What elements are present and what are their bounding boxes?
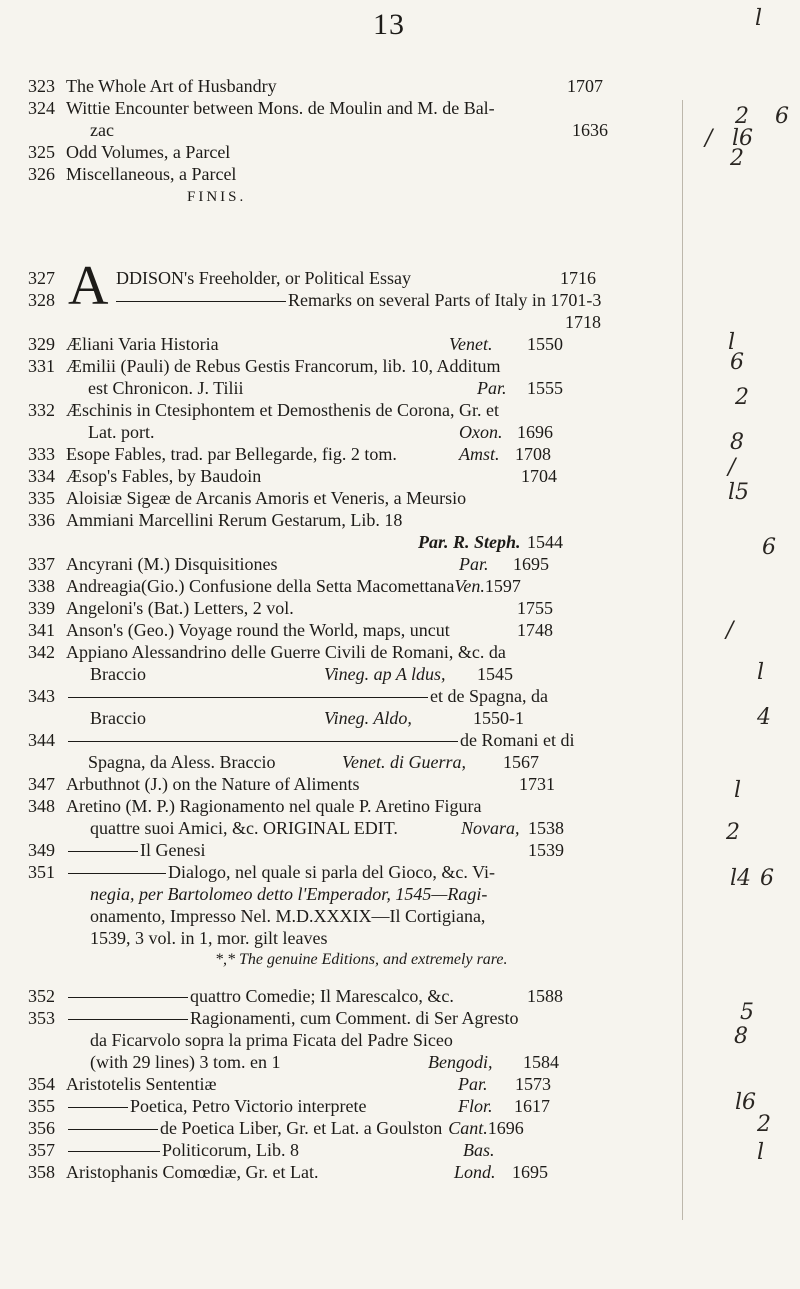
entry-325: 325 Odd Volumes, a Parcel bbox=[28, 142, 231, 162]
handwritten-mark: l5 bbox=[728, 480, 750, 505]
entry-358: 358 Aristophanis Comœdiæ, Gr. et Lat. bbox=[28, 1162, 319, 1182]
entry-353: 353 Ragionamenti, cum Comment. di Ser Agresto bbox=[28, 1008, 519, 1028]
catalogue-page: 13 323 The Whole Art of Husbandry 1707 324 Wittie Encounter between Mons. de Moulin and M. de Bal- zac 1636 325 Odd Volumes, a Parcel 326 Miscellaneous, a Parcel FINIS. A 327 DDISON's Freeholder, or Political Essay 1716 328 Remarks on several Parts of Italy in 1701-3 1718 329 Æliani Varia Historia Venet. 1550 331 Æmilii (Pauli) de Rebus Gestis Francorum, lib. 10, Additum est Chronicon. J. Tilii Par. 1555 332 Æschinis in Ctesiphontem et Demosthenis de Corona, Gr. et Lat. port. Oxon. 1696 333 Esope Fables, trad. par Bellegarde, fig. 2 tom. Amst. 1708 334 Æsop's Fables, by Baudoin 1704 335 Aloisiæ Sigeæ de Arcanis Amoris et Veneris, a Meursio 336 Ammiani Marcellini Rerum Gestarum, Lib. 18 Par. R. Steph. 1544 337 Ancyrani (M.) Disquisitiones Par. 1695 338 Andreagia(Gio.) Confusione della Setta MacomettanaVen.1597 339 Angeloni's (Bat.) Letters, 2 vol. 1755 341 Anson's (Geo.) Voyage round the World, maps, uncut 1748 342 Appiano Alessandrino delle Guerre Civili de Romani, &c. da Braccio Vineg. ap A ldus, 1545 343 et de Spagna, da Braccio Vineg. Aldo, 1550-1 344 de Romani et di Spagna, da Aless. Braccio Venet. di Guerra, 1567 347 Arbuthnot (J.) on the Nature of Aliments 1731 348 Aretino (M. P.) Ragionamento nel quale P. Aretino Figura quattre suoi Amici, &c. ORIGINAL EDIT. Novara, 1538 349 Il Genesi 1539 351 Dialogo, nel quale si parla del Gioco, &c. Vi- negia, per Bartolomeo detto l'Emperador, 1545—Ragi- onamento, Impresso Nel. M.D.XXXIX—Il Cortigiana, 1539, 3 vol. in 1, mor. gilt leaves *,* The genuine Editions, and extremely rare. 352 quattro Comedie; Il Marescalco, &c. 1588 353 Ragionamenti, cum Comment. di Ser Agresto da Ficarvolo sopra la prima Ficata del Padre Siceo (with 29 lines) 3 tom. en 1 Bengodi, 1584 354 Aristotelis Sententiæ Par. 1573 355 Poetica, Petro Victorio interprete Flor. 1617 356 de Poetica Liber, Gr. et Lat. a Goulston Cant.1696 357 Politicorum, Lib. 8 Bas. 358 Aristophanis Comœdiæ, Gr. et Lat. Lond. 1695 l 2 6 / l6 2 l 6 2 8 / l5 6 / l 4 l 2 l4 6 5 8 l6 2 l bbox=[0, 0, 800, 1289]
entry-343: 343 et de Spagna, da bbox=[28, 686, 548, 706]
handwritten-mark: 6 bbox=[775, 104, 789, 129]
entry-328: 328 Remarks on several Parts of Italy in 1701-3 bbox=[28, 290, 602, 310]
handwritten-mark: 8 bbox=[734, 1024, 748, 1049]
entry-348: 348 Aretino (M. P.) Ragionamento nel quale P. Aretino Figura bbox=[28, 796, 482, 816]
handwritten-mark: l bbox=[757, 1140, 765, 1165]
drop-cap: A bbox=[68, 255, 109, 317]
entry-323 bbox=[28, 75, 277, 97]
entry-341: 341 Anson's (Geo.) Voyage round the World, maps, uncut bbox=[28, 620, 450, 640]
handwritten-mark: 6 bbox=[760, 866, 774, 891]
entry-342: 342 Appiano Alessandrino delle Guerre Civili de Romani, &c. da bbox=[28, 642, 506, 662]
entry-335: 335 Aloisiæ Sigeæ de Arcanis Amoris et Veneris, a Meursio bbox=[28, 488, 467, 508]
handwritten-mark: / bbox=[726, 618, 734, 643]
handwritten-mark: 2 bbox=[726, 820, 740, 845]
entry-337: 337 Ancyrani (M.) Disquisitiones bbox=[28, 554, 278, 574]
entry-344: 344 de Romani et di bbox=[28, 730, 575, 750]
entry-332: 332 Æschinis in Ctesiphontem et Demosthenis de Corona, Gr. et bbox=[28, 400, 499, 420]
entry-334: 334 Æsop's Fables, by Baudoin bbox=[28, 466, 262, 486]
entry-331: 331 Æmilii (Pauli) de Rebus Gestis Francorum, lib. 10, Additum bbox=[28, 356, 501, 376]
entry-354: 354 Aristotelis Sententiæ bbox=[28, 1074, 217, 1094]
handwritten-mark: 6 bbox=[762, 535, 776, 560]
entry-336: 336 Ammiani Marcellini Rerum Gestarum, Lib. 18 bbox=[28, 510, 403, 530]
entry-355: 355 Poetica, Petro Victorio interprete bbox=[28, 1096, 367, 1116]
entry-326: 326 Miscellaneous, a Parcel bbox=[28, 164, 237, 184]
entry-339: 339 Angeloni's (Bat.) Letters, 2 vol. bbox=[28, 598, 294, 618]
handwritten-mark: 2 bbox=[735, 104, 749, 129]
entry-352: 352 quattro Comedie; Il Marescalco, &c. bbox=[28, 986, 454, 1006]
handwritten-mark: 2 bbox=[757, 1112, 771, 1137]
entry-title: The Whole Art of Husbandry bbox=[66, 76, 277, 96]
handwritten-mark: / bbox=[728, 455, 736, 480]
handwritten-mark: 5 bbox=[740, 1000, 754, 1025]
entry-356: 356 de Poetica Liber, Gr. et Lat. a Goulston Cant.1696 bbox=[28, 1118, 524, 1138]
entry-351: 351 Dialogo, nel quale si parla del Gioco, &c. Vi- bbox=[28, 862, 495, 882]
entry-357: 357 Politicorum, Lib. 8 bbox=[28, 1140, 299, 1160]
entry-continuation: zac bbox=[90, 120, 114, 140]
handwritten-mark: 6 bbox=[730, 350, 744, 375]
entry-number: 323 bbox=[28, 76, 55, 96]
entry-347: 347 Arbuthnot (J.) on the Nature of Aliments bbox=[28, 774, 360, 794]
handwritten-mark: 8 bbox=[730, 430, 744, 455]
handwritten-mark: l bbox=[757, 660, 765, 685]
margin-rule bbox=[682, 100, 683, 1220]
handwritten-mark: l bbox=[728, 330, 736, 355]
handwritten-mark: 4 bbox=[757, 705, 771, 730]
entry-333: 333 Esope Fables, trad. par Bellegarde, fig. 2 tom. bbox=[28, 444, 397, 464]
entry-349: 349 Il Genesi bbox=[28, 840, 206, 860]
entry-year: 1707 bbox=[567, 76, 603, 96]
handwritten-mark: l4 bbox=[730, 866, 752, 891]
handwritten-mark: / bbox=[705, 126, 713, 151]
handwritten-mark: 2 bbox=[730, 146, 744, 171]
entry-338: 338 Andreagia(Gio.) Confusione della Setta MacomettanaVen.1597 bbox=[28, 576, 521, 596]
page-number: 13 bbox=[373, 8, 405, 41]
handwritten-mark: l bbox=[755, 6, 763, 31]
finis: FINIS. bbox=[187, 189, 247, 205]
handwritten-mark: l bbox=[734, 778, 742, 803]
entry-324: 324 Wittie Encounter between Mons. de Moulin and M. de Bal- bbox=[28, 98, 495, 118]
footnote: *,* The genuine Editions, and extremely rare. bbox=[215, 951, 508, 968]
handwritten-mark: l6 bbox=[735, 1090, 757, 1115]
handwritten-mark: l6 bbox=[732, 126, 754, 151]
entry-327: 327 DDISON's Freeholder, or Political Essay bbox=[28, 268, 411, 288]
entry-year: 1636 bbox=[572, 120, 608, 140]
entry-329: 329 Æliani Varia Historia bbox=[28, 334, 219, 354]
handwritten-mark: 2 bbox=[735, 385, 749, 410]
